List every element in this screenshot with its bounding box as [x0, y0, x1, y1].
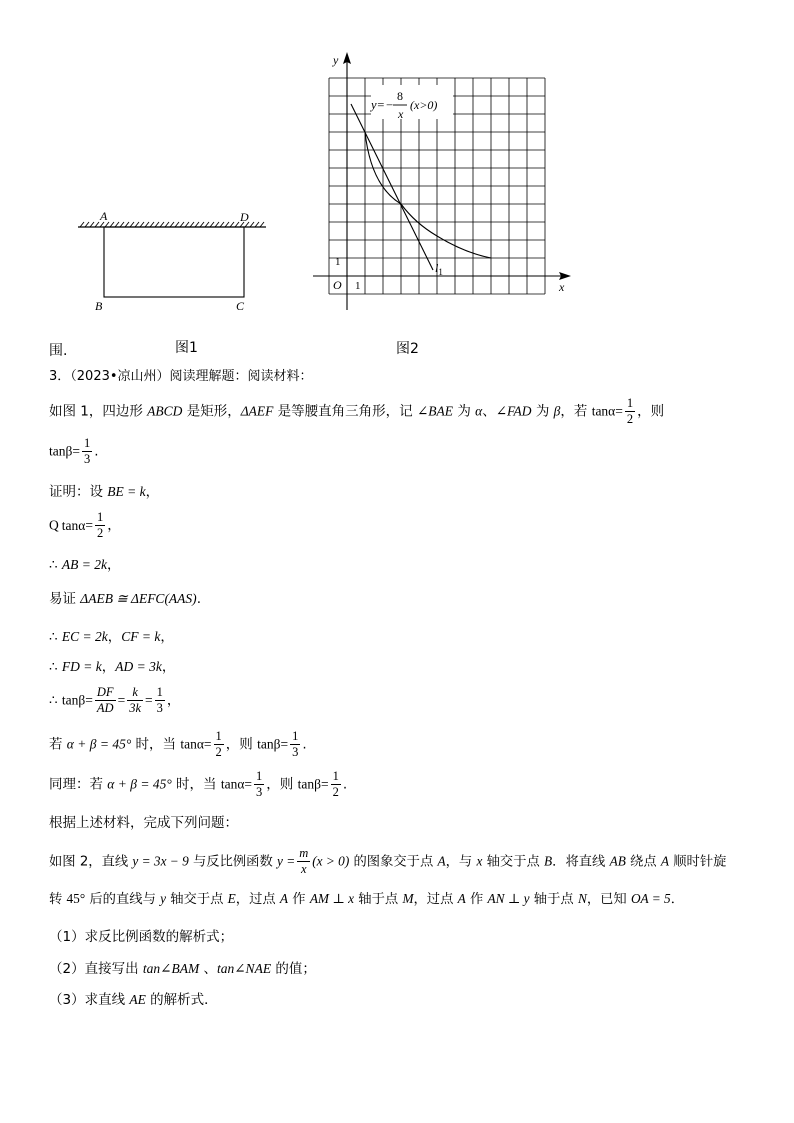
problem-number: 3．: [49, 369, 71, 384]
leftover-text: 围.: [49, 343, 68, 359]
question-1: （1）求反比例函数的解析式；: [49, 929, 234, 945]
rectangle-abcd: [104, 227, 244, 297]
question-2: （2）直接写出 tan∠BAM 、tan∠NAE 的值；: [49, 961, 316, 977]
figure2-line-2: 转 45° 后的直线与 y 轴交于点 E，过点 A 作 AM ⊥ x 轴于点 M，过点 A 作 AN ⊥ y 轴于点 N，已知 OA = 5．: [49, 891, 684, 907]
question-3: （3）求直线 AE 的解析式．: [49, 992, 218, 1008]
figure-1-caption: 图1: [175, 340, 198, 356]
fraction-half: $\frac{1}{2}$: [626, 396, 634, 426]
fraction-third: $\frac{1}{3}$: [84, 436, 91, 466]
func-label: y=−: [371, 98, 394, 112]
figure-2-caption: 图2: [396, 341, 419, 357]
func-denominator: x: [398, 107, 404, 121]
x-axis-label: x: [559, 280, 565, 294]
proof-line-9: 同理：若 α + β = 45° 时，当 tanα= $\frac{1}{3}$ ，则 tanβ= $\frac{1}{2}$ .: [49, 769, 348, 799]
y-axis-label: y: [333, 53, 339, 67]
proof-line-1: 证明：设 BE = k，: [49, 484, 160, 500]
origin-label: O: [333, 278, 342, 292]
proof-line-8: 若 α + β = 45° 时，当 tanα= $\frac{1}{2}$ ，则 tanβ= $\frac{1}{3}$ .: [49, 729, 307, 759]
proof-line-6: ∴ FD = k，AD = 3k，: [49, 659, 176, 675]
func-condition: (x>0): [410, 98, 438, 112]
proof-line-2: Q tanα= $\frac{1}{2}$ ，: [49, 510, 121, 540]
figure2-line-1: 如图 2，直线 y = 3x − 9 与反比例函数 y = $\frac{m}{x}$ (x > 0) 的图象交于点 A，与 x 轴交于点 B．将直线 AB 绕点 A 顺时针旋: [49, 846, 727, 876]
curve: [365, 132, 491, 258]
label-a: A: [100, 209, 108, 223]
problem-source: （2023•凉山州）: [70, 369, 170, 384]
label-d: D: [240, 210, 249, 224]
figure-2: [305, 48, 575, 313]
line-l1: [351, 104, 433, 270]
conclude-line: 根据上述材料，完成下列问题：: [49, 815, 238, 831]
proof-line-4: 易证 ΔAEB ≅ ΔEFC(AAS).: [49, 591, 201, 607]
tick-x-1: 1: [355, 280, 361, 292]
ceiling-hatch: [80, 222, 264, 227]
hyperbola: [366, 132, 491, 258]
tick-y-1: 1: [335, 256, 341, 268]
problem-intro: 阅读理解题：阅读材料：: [169, 369, 313, 384]
proof-line-3: ∴ AB = 2k，: [49, 557, 121, 573]
label-c: C: [236, 299, 245, 313]
material-line-1: 如图 1，四边形 ABCD 是矩形，ΔAEF 是等腰直角三角形，记 ∠BAE 为 α、∠FAD 为 β，若 tanα= $\frac{1}{2}$ ，则: [49, 396, 665, 426]
label-b: B: [95, 299, 103, 313]
problem-header: [49, 370, 313, 383]
proof-line-7: ∴ tanβ= $\frac{DF}{AD}$ = $\frac{k}{3k}$ = $\frac{1}{3}$ ，: [49, 685, 181, 715]
func-numerator: 8: [397, 89, 403, 103]
proof-line-5: ∴ EC = 2k，CF = k，: [49, 629, 174, 645]
figure-1: [70, 205, 280, 315]
material-line-2: tanβ= $\frac{1}{3}$ .: [49, 436, 99, 466]
line-l1-label: $l_1$: [435, 261, 443, 277]
